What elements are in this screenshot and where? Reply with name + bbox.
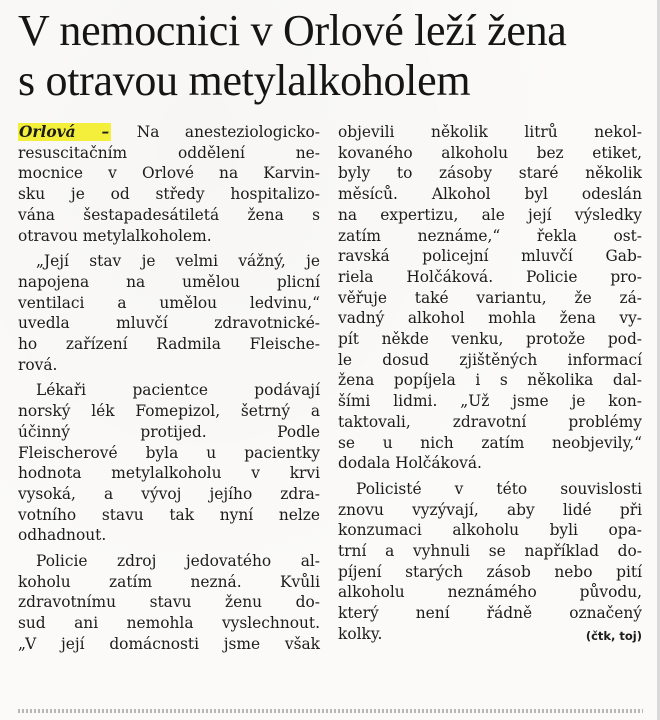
article-line: účinný protijed. Podle (18, 422, 320, 441)
article-line: sud ani nemohla vyslechnout. (18, 614, 320, 633)
article-line: koholu zatím nezná. Kvůli (18, 572, 320, 591)
article-column-right (338, 122, 642, 647)
article-line: znovu vyzývají, aby lidé při (338, 500, 642, 519)
article-line: zdravotnímu stavu ženu do- (18, 593, 320, 612)
article-line: votního stavu tak nyní nelze (18, 505, 320, 524)
article-line: taktovali, zdravotní problémy (338, 412, 642, 431)
article-line (18, 122, 320, 143)
dateline: Orlová – (19, 123, 110, 141)
article-line: se u nich zatím neobjevily,“ (338, 433, 642, 452)
article-line: žena popíjela i s několika dal- (338, 371, 642, 390)
article-line: zatím neznáme,“ řekla ost- (338, 226, 642, 245)
article-line: na expertizu, ale její výsledky (338, 205, 642, 224)
article-line: vysoká, a vývoj jejího zdra- (18, 484, 320, 503)
article-line: věřuje také variantu, že zá- (338, 288, 642, 307)
article-line: le dosud zjištěných informací (338, 350, 642, 369)
article-line: šími lidmi. „Už jsme je kon- (338, 392, 642, 411)
article-line: alkoholu neznámého původu, (338, 583, 642, 602)
article-line: mocnice v Orlové na Karvin- (18, 164, 320, 183)
article-line: „Její stav je velmi vážný, je (36, 252, 320, 271)
article-line: sku je od středy hospitalizo- (18, 185, 320, 204)
article-line: resuscitačním oddělení ne- (18, 143, 320, 162)
article-column-left (18, 122, 320, 655)
article-line: Policie zdroj jedovatého al- (36, 552, 320, 571)
article-line: trní a vyhnuli se například do- (338, 542, 642, 561)
article-line: norský lék Fomepizol, šetrný a (18, 402, 320, 421)
article-line: pít někde venku, protože pod- (338, 330, 642, 349)
article-line: Lékaři pacientce podávají (36, 381, 320, 400)
article-line: dodala Holčáková. (338, 454, 482, 473)
article-line: vána šestapadesátiletá žena s (18, 205, 320, 224)
article-line: ravská policejní mluvčí Gab- (338, 247, 642, 266)
article-line: píjení starých zásob nebo pití (338, 562, 642, 581)
article-line: riela Holčáková. Policie pro- (338, 267, 642, 286)
article-line: který není řádně označený (338, 604, 642, 623)
headline-line-2: s otravou metylalkoholem (18, 56, 471, 105)
article-line: ho zařízení Radmila Fleische- (18, 335, 320, 354)
article-line: Fleischerové byla u pacientky (18, 443, 320, 462)
article-line: rová. (18, 355, 58, 374)
article-line: kovaného alkoholu bez etiket, (338, 143, 642, 162)
article-line: Policisté v této souvislosti (356, 479, 642, 498)
article-line: kolky. (čtk, toj) (338, 624, 642, 645)
headline (18, 6, 648, 106)
article-line: otravou metylalkoholem. (18, 226, 212, 245)
article-line: „V její domácnosti jsme však (18, 634, 320, 653)
article-line: byly to zásoby staré několik (338, 164, 642, 183)
article-line: odhadnout. (18, 526, 107, 545)
headline-line-1: V nemocnici v Orlové leží žena (18, 6, 567, 55)
bottom-rule (18, 709, 643, 713)
article-line: napojena na umělou plicní (18, 272, 320, 291)
article-line: ventilaci a umělou ledvinu,“ (18, 293, 320, 312)
article-line: objevili několik litrů nekol- (338, 123, 642, 141)
article-line: měsíců. Alkohol byl odeslán (338, 185, 642, 204)
article-line: hodnota metylalkoholu v krvi (18, 464, 320, 483)
article-line: konzumaci alkoholu byli opa- (338, 521, 642, 540)
author-credit: (čtk, toj) (585, 628, 642, 643)
article-line-text: Na anesteziologicko- (111, 123, 320, 141)
article-line: uvedla mluvčí zdravotnické- (18, 314, 320, 333)
article-line: vadný alkohol mohla žena vy- (338, 309, 642, 328)
